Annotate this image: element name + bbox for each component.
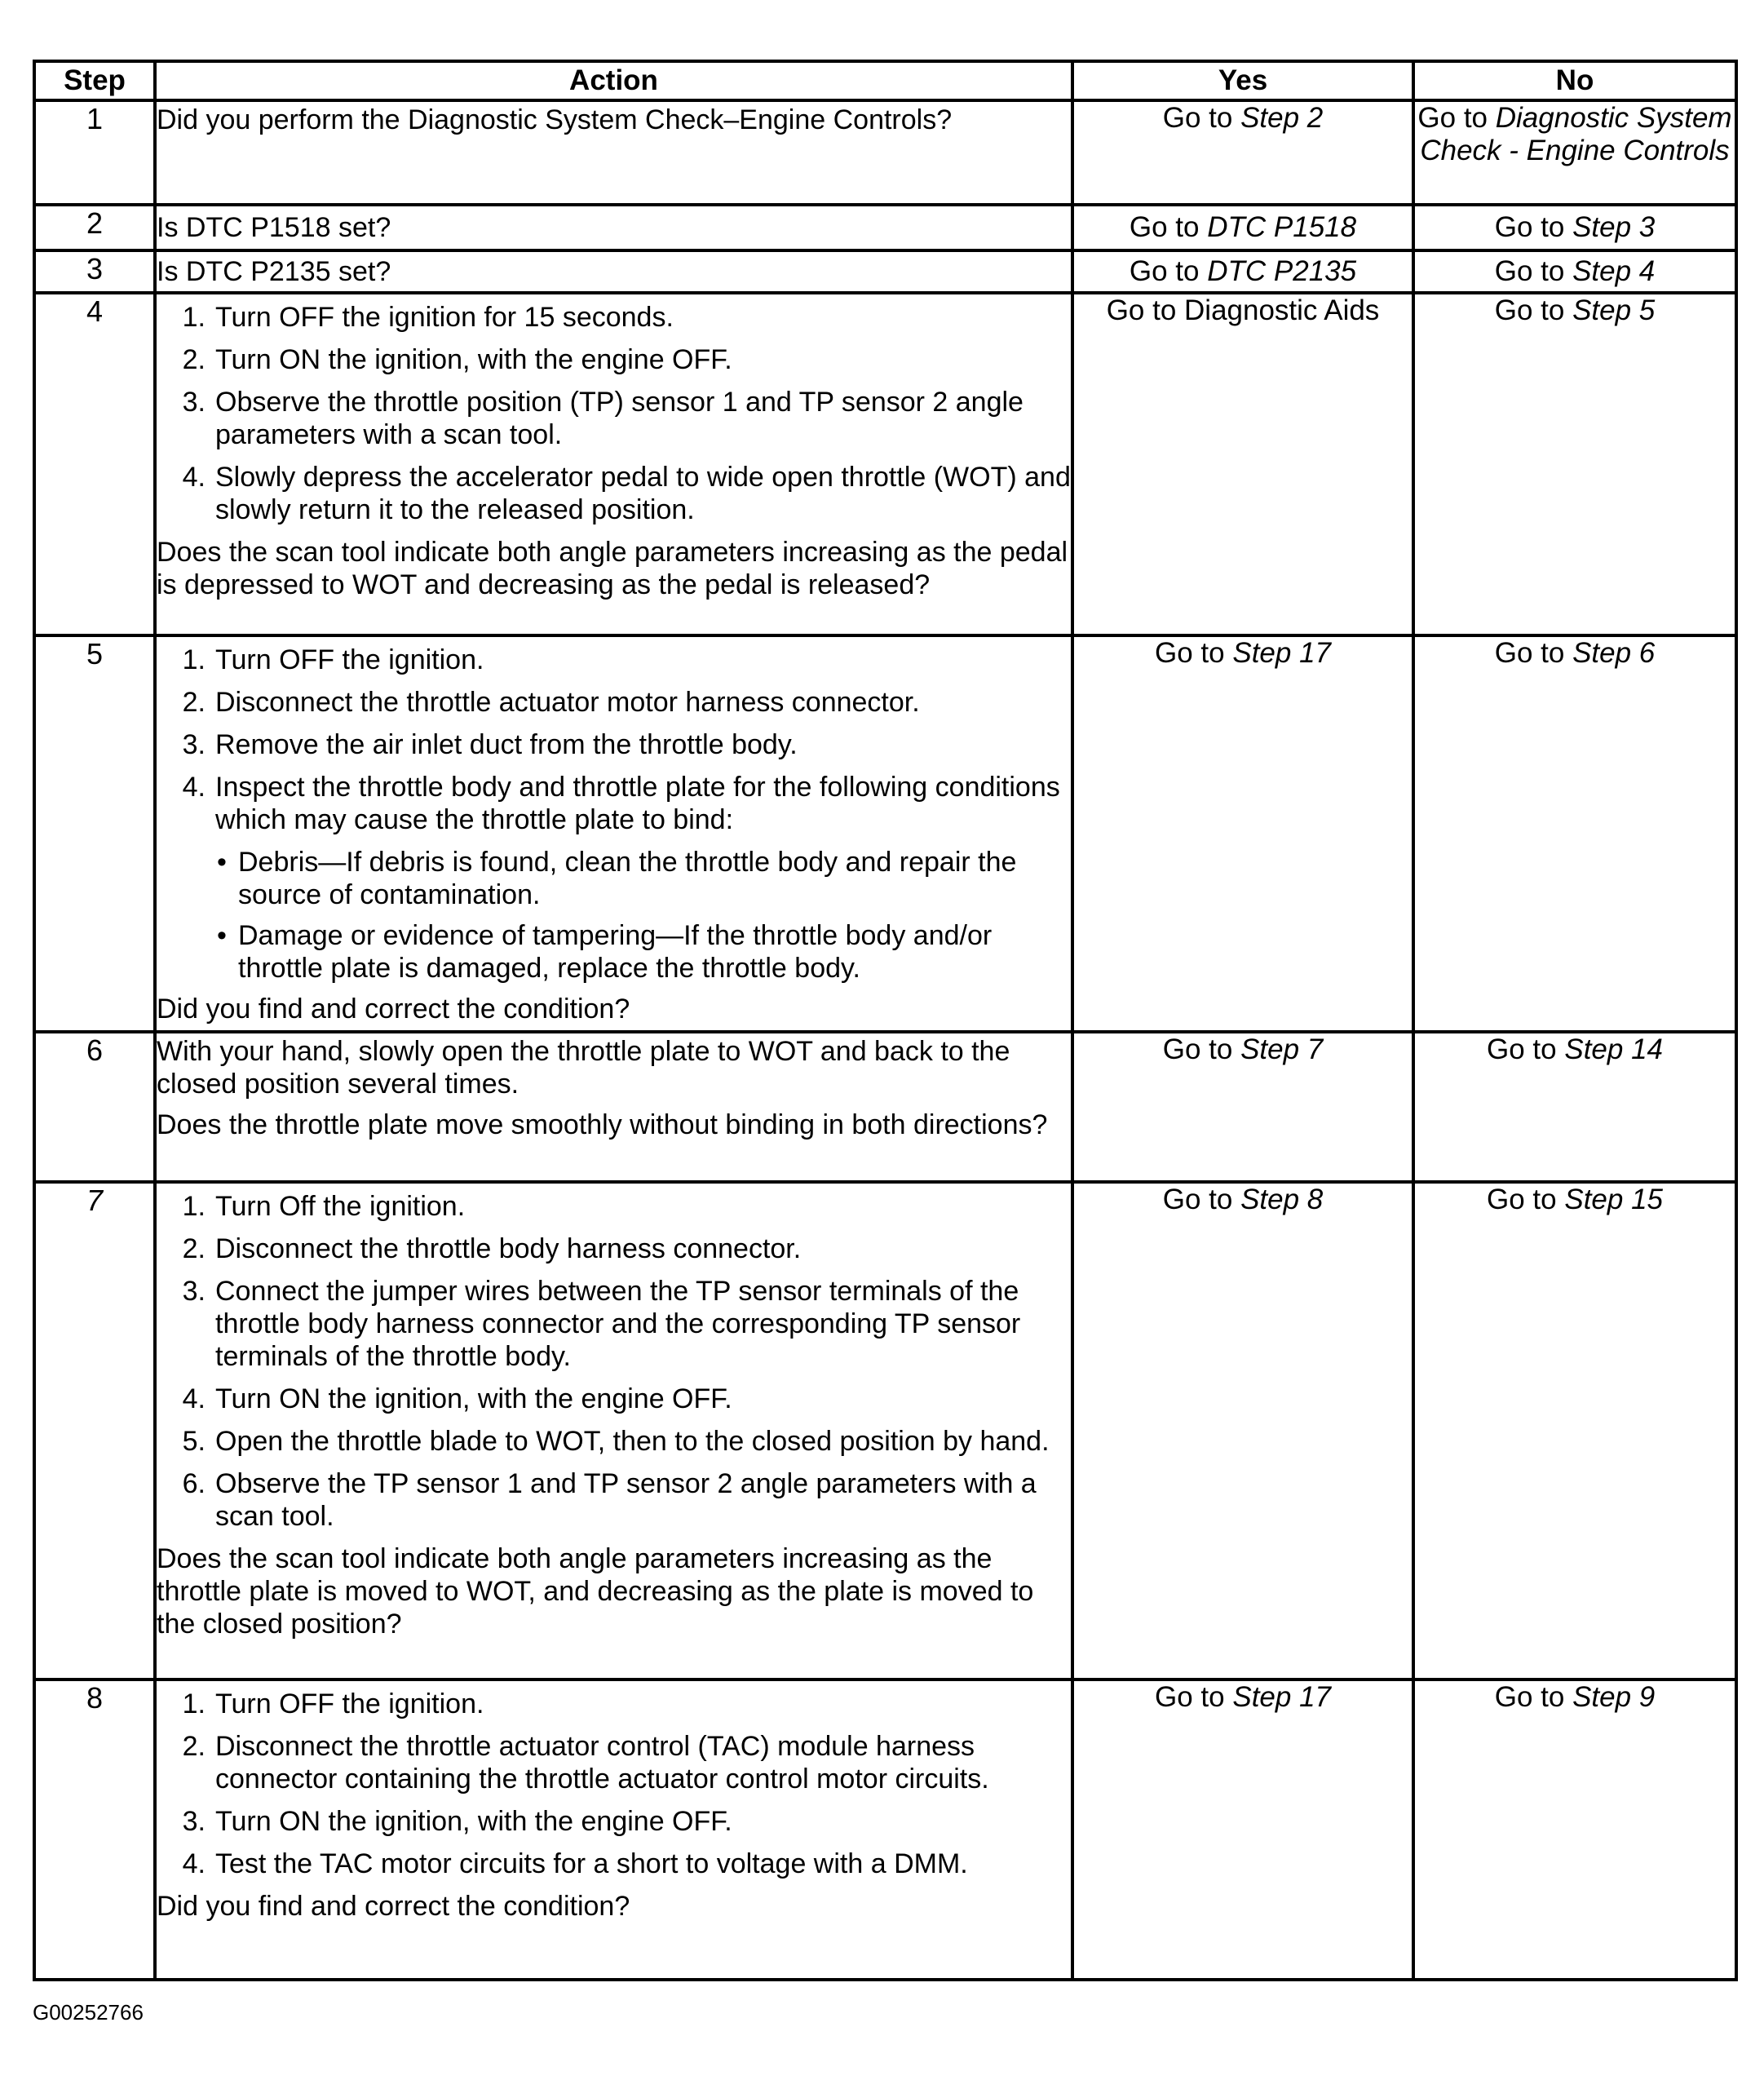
- list-item: [157, 343, 1071, 376]
- item-number: 3.: [182, 387, 206, 418]
- yes-cell: [1072, 1182, 1413, 1679]
- item-number: 1.: [182, 302, 206, 333]
- header-row: [34, 61, 1736, 100]
- no-reference: Step 3: [1572, 211, 1656, 243]
- list-item: [157, 1467, 1071, 1533]
- no-prefix: Go to: [1494, 211, 1565, 243]
- yes-text: Go to Diagnostic Aids: [1106, 294, 1380, 326]
- header-yes: Yes: [1072, 61, 1413, 100]
- item-number: 6.: [182, 1468, 206, 1499]
- bullet-text: Debris—If debris is found, clean the throttle body and repair the source of contamination.: [238, 847, 1017, 910]
- yes-cell: [1072, 635, 1413, 1032]
- no-cell: [1413, 205, 1736, 250]
- no-prefix: Go to: [1417, 102, 1488, 134]
- step-number: 4: [34, 293, 155, 635]
- item-number: 4.: [182, 1383, 206, 1414]
- table-row: [34, 250, 1736, 293]
- no-prefix: Go to: [1494, 1681, 1565, 1713]
- yes-reference: Step 8: [1240, 1184, 1324, 1215]
- item-text: Disconnect the throttle body harness connector.: [215, 1233, 802, 1264]
- no-prefix: Go to: [1494, 294, 1565, 326]
- yes-cell: [1072, 1032, 1413, 1182]
- table-row: [34, 100, 1736, 205]
- item-text: Turn ON the ignition, with the engine OFF.: [215, 344, 732, 375]
- no-cell: [1413, 100, 1736, 205]
- action-cell: [155, 250, 1072, 293]
- action-question: Did you find and correct the condition?: [157, 1891, 630, 1922]
- no-prefix: Go to: [1494, 637, 1565, 669]
- item-number: 3.: [182, 729, 206, 760]
- bullet-icon: •: [217, 920, 227, 951]
- yes-prefix: Go to: [1162, 102, 1233, 134]
- action-question: Is DTC P1518 set?: [157, 212, 391, 243]
- list-item: [157, 1730, 1071, 1795]
- yes-prefix: Go to: [1162, 1033, 1233, 1065]
- diagnostic-table: [33, 60, 1738, 1981]
- item-text: Disconnect the throttle actuator motor harness connector.: [215, 687, 920, 718]
- item-text: Slowly depress the accelerator pedal to wide open throttle (WOT) and slowly return it to the released position.: [215, 462, 1071, 525]
- yes-reference: DTC P2135: [1207, 255, 1357, 287]
- action-cell: [155, 293, 1072, 635]
- item-text: Remove the air inlet duct from the throttle body.: [215, 729, 798, 760]
- item-number: 1.: [182, 644, 206, 675]
- no-prefix: Go to: [1487, 1033, 1557, 1065]
- item-text: Turn ON the ignition, with the engine OFF.: [215, 1806, 732, 1837]
- item-text: Observe the TP sensor 1 and TP sensor 2 angle parameters with a scan tool.: [215, 1468, 1037, 1532]
- bullet-item: [157, 919, 1071, 985]
- action-cell: [155, 100, 1072, 205]
- header-no: No: [1413, 61, 1736, 100]
- table-row: [34, 1679, 1736, 1980]
- action-question: Did you find and correct the condition?: [157, 994, 630, 1025]
- item-text: Turn ON the ignition, with the engine OFF.: [215, 1383, 732, 1414]
- no-cell: [1413, 1182, 1736, 1679]
- item-number: 2.: [182, 1731, 206, 1762]
- item-text: Turn OFF the ignition.: [215, 644, 484, 675]
- step-number: 6: [34, 1032, 155, 1182]
- table-row: [34, 293, 1736, 635]
- action-question: Does the scan tool indicate both angle parameters increasing as the throttle plate is moved to WOT, and decreasing as the plate is moved to the closed position?: [157, 1543, 1034, 1640]
- yes-cell: [1072, 100, 1413, 205]
- item-text: Turn OFF the ignition for 15 seconds.: [215, 302, 674, 333]
- list-item: [157, 1688, 1071, 1720]
- yes-prefix: Go to: [1129, 255, 1200, 287]
- list-item: [157, 301, 1071, 334]
- table-row: [34, 635, 1736, 1032]
- table-row: [34, 205, 1736, 250]
- action-question: Does the throttle plate move smoothly without binding in both directions?: [157, 1109, 1048, 1140]
- item-text: Turn Off the ignition.: [215, 1191, 466, 1222]
- no-reference: Step 14: [1564, 1033, 1663, 1065]
- list-item: [157, 1848, 1071, 1880]
- step-number: 5: [34, 635, 155, 1032]
- item-text: Test the TAC motor circuits for a short to voltage with a DMM.: [215, 1848, 968, 1879]
- list-item: [157, 461, 1071, 526]
- header-action: Action: [155, 61, 1072, 100]
- yes-prefix: Go to: [1129, 211, 1200, 243]
- yes-cell: [1072, 293, 1413, 635]
- no-prefix: Go to: [1494, 255, 1565, 287]
- list-item: [157, 1275, 1071, 1373]
- item-text: Open the throttle blade to WOT, then to the closed position by hand.: [215, 1426, 1050, 1457]
- no-cell: [1413, 250, 1736, 293]
- item-number: 4.: [182, 1848, 206, 1879]
- list-item: [157, 1805, 1071, 1838]
- step-number: 3: [34, 250, 155, 293]
- figure-id: G00252766: [33, 2000, 144, 2025]
- item-text: Observe the throttle position (TP) sensor 1 and TP sensor 2 angle parameters with a scan tool.: [215, 387, 1023, 450]
- item-number: 3.: [182, 1806, 206, 1837]
- item-text: Connect the jumper wires between the TP sensor terminals of the throttle body harness connector and the corresponding TP sensor terminals of the throttle body.: [215, 1276, 1021, 1372]
- yes-cell: [1072, 1679, 1413, 1980]
- item-text: Disconnect the throttle actuator control (TAC) module harness connector containing the throttle actuator control motor circuits.: [215, 1731, 989, 1795]
- yes-prefix: Go to: [1155, 1681, 1225, 1713]
- yes-reference: Step 17: [1232, 637, 1331, 669]
- yes-cell: [1072, 205, 1413, 250]
- no-prefix: Go to: [1487, 1184, 1557, 1215]
- item-text: Turn OFF the ignition.: [215, 1688, 484, 1719]
- list-item: [157, 386, 1071, 451]
- no-reference: Step 4: [1572, 255, 1656, 287]
- list-item: [157, 771, 1071, 836]
- item-number: 4.: [182, 462, 206, 493]
- list-item: [157, 1383, 1071, 1415]
- step-number: 7: [34, 1182, 155, 1679]
- no-cell: [1413, 1032, 1736, 1182]
- bullet-icon: •: [217, 847, 227, 878]
- action-cell: [155, 635, 1072, 1032]
- action-cell: [155, 1182, 1072, 1679]
- table-row: [34, 1032, 1736, 1182]
- step-number: 2: [34, 205, 155, 250]
- yes-cell: [1072, 250, 1413, 293]
- action-question: Does the scan tool indicate both angle parameters increasing as the pedal is depressed to WOT and decreasing as the pedal is released?: [157, 537, 1068, 600]
- list-item: [157, 728, 1071, 761]
- no-reference: Diagnostic System Check - Engine Controls: [1420, 102, 1732, 166]
- item-text: Inspect the throttle body and throttle plate for the following conditions which may cause the throttle plate to bind:: [215, 772, 1060, 835]
- item-number: 3.: [182, 1276, 206, 1307]
- action-intro: With your hand, slowly open the throttle plate to WOT and back to the closed position several times.: [157, 1036, 1010, 1100]
- item-number: 5.: [182, 1426, 206, 1457]
- no-cell: [1413, 635, 1736, 1032]
- item-number: 4.: [182, 772, 206, 803]
- no-reference: Step 15: [1564, 1184, 1663, 1215]
- list-item: [157, 1233, 1071, 1265]
- no-reference: Step 6: [1572, 637, 1656, 669]
- yes-reference: Step 17: [1232, 1681, 1331, 1713]
- step-number: 1: [34, 100, 155, 205]
- item-number: 2.: [182, 687, 206, 718]
- yes-reference: Step 7: [1240, 1033, 1324, 1065]
- header-step: Step: [34, 61, 155, 100]
- no-cell: [1413, 1679, 1736, 1980]
- no-reference: Step 9: [1572, 1681, 1656, 1713]
- yes-reference: Step 2: [1240, 102, 1324, 134]
- bullet-item: [157, 846, 1071, 911]
- item-number: 1.: [182, 1688, 206, 1719]
- action-cell: [155, 1032, 1072, 1182]
- action-cell: [155, 205, 1072, 250]
- bullet-text: Damage or evidence of tampering—If the throttle body and/or throttle plate is damaged, replace the throttle body.: [238, 920, 993, 984]
- yes-reference: DTC P1518: [1207, 211, 1357, 243]
- yes-prefix: Go to: [1155, 637, 1225, 669]
- table-row: [34, 1182, 1736, 1679]
- item-number: 1.: [182, 1191, 206, 1222]
- list-item: [157, 1190, 1071, 1223]
- no-cell: [1413, 293, 1736, 635]
- action-question: Is DTC P2135 set?: [157, 256, 391, 287]
- item-number: 2.: [182, 1233, 206, 1264]
- list-item: [157, 686, 1071, 719]
- list-item: [157, 1425, 1071, 1458]
- step-number: 8: [34, 1679, 155, 1980]
- item-number: 2.: [182, 344, 206, 375]
- no-reference: Step 5: [1572, 294, 1656, 326]
- action-cell: [155, 1679, 1072, 1980]
- list-item: [157, 644, 1071, 676]
- action-question: Did you perform the Diagnostic System Check–Engine Controls?: [157, 104, 953, 135]
- yes-prefix: Go to: [1162, 1184, 1233, 1215]
